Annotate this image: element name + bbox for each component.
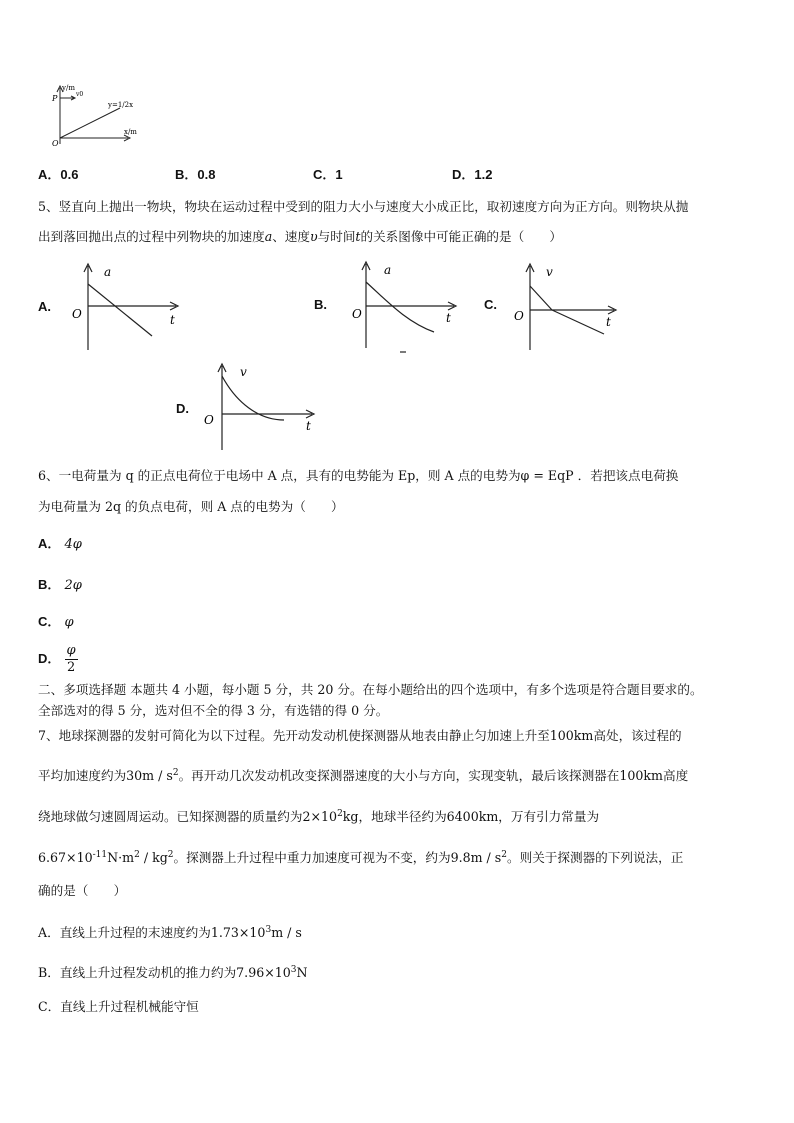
q6-option-c: C． φ — [38, 614, 74, 630]
q7-option-b: B．直线上升过程发动机的推力约为$7.96\times 10^3N$ — [38, 965, 308, 981]
q5-graph-a — [66, 262, 186, 354]
q5-graph-b — [346, 260, 466, 356]
graph-point-label: P — [52, 94, 58, 103]
q4-option-a: A．0.6 — [38, 167, 79, 182]
svg-text:t: t — [446, 311, 451, 325]
q4-option-b: B．0.8 — [175, 167, 216, 182]
q7-line2: 平均加速度约为$30m / s^2$。再开动几次发动机改变探测器速度的大小与方向，实现变轨，最后该探测器在100km高度 — [38, 768, 689, 784]
q5-line2: 出到落回抛出点的过程中列物块的加速度a、速度υ与时间t的关系图像中可能正确的是（ ） — [38, 229, 562, 244]
svg-text:O: O — [352, 307, 362, 321]
q7-line3: 绕地球做匀速圆周运动。已知探测器的质量约为$2\times 10^2kg$，地球半径约为6400km，万有引力常量为 — [38, 809, 600, 825]
q5-option-b-letter: B. — [314, 297, 327, 312]
svg-text:t: t — [606, 315, 611, 329]
q5-graph-d — [202, 362, 322, 454]
q7-line5: 确的是（ ） — [38, 883, 127, 898]
svg-text:O: O — [72, 307, 82, 321]
q6-option-b: B． 2φ — [38, 577, 82, 593]
svg-text:a: a — [384, 263, 392, 277]
q5-graph-c — [512, 262, 622, 354]
svg-text:v: v — [546, 265, 553, 279]
section2-line1: 二、多项选择题 本题共 4 小题，每小题 5 分，共 20 分。在每小题给出的四个选项中，有多个选项是符合题目要求的。 — [38, 682, 703, 697]
q4-option-c: C．1 — [313, 167, 343, 182]
q5-option-d-letter: D. — [176, 401, 189, 416]
q4-option-d: D．1.2 — [452, 167, 493, 182]
q7-option-c: C．直线上升过程机械能守恒 — [38, 999, 199, 1014]
graph-y-label: y/m — [62, 84, 75, 92]
q7-line1: 7、地球探测器的发射可简化为以下过程。先开动发动机使探测器从地表由静止匀加速上升至100km高处，该过程的 — [38, 728, 682, 743]
svg-text:t: t — [306, 419, 311, 433]
q5-option-c-letter: C. — [484, 297, 497, 312]
q6-line1: 6、一电荷量为 q 的正点电荷位于电场中 A 点，具有的电势能为 Ep，则 A 点的电势为φ = EqP ．若把该点电荷换 — [38, 468, 679, 483]
q7-line4: $6.67\times 10^{-11}N\cdot m^2 / kg^2$。探测器上升过程中重力加速度可视为不变，约为$9.8m / s^2$。则关于探测器的下列说法，正 — [38, 850, 684, 866]
svg-text:O: O — [514, 309, 524, 323]
svg-text:a: a — [104, 265, 112, 279]
graph-line-label: y=1/2x — [108, 101, 134, 109]
graph-x-label: x/m — [124, 128, 137, 136]
svg-text:t: t — [170, 313, 175, 327]
svg-text:O: O — [204, 413, 214, 427]
q5-line1: 5、竖直向上抛出一物块，物块在运动过程中受到的阻力大小与速度大小成正比，取初速度方向为正方向。则物块从抛 — [38, 199, 689, 214]
section2-line2: 全部选对的得 5 分，选对但不全的得 3 分，有选错的得 0 分。 — [38, 703, 389, 718]
q5-option-a-letter: A. — [38, 299, 51, 314]
q6-line2: 为电荷量为 2q 的负点电荷，则 A 点的电势为（ ） — [38, 499, 344, 514]
q6-option-a: A． 4φ — [38, 536, 82, 552]
trajectory-graph — [40, 82, 140, 152]
svg-text:v: v — [240, 365, 247, 379]
graph-v0-label: v0 — [76, 91, 84, 98]
q7-option-a: A．直线上升过程的末速度约为$1.73\times 10^3m / s$ — [38, 925, 302, 941]
q6-option-d: D． $\frac{\varphi}{2}$ — [38, 643, 76, 675]
graph-origin: O — [52, 139, 59, 148]
